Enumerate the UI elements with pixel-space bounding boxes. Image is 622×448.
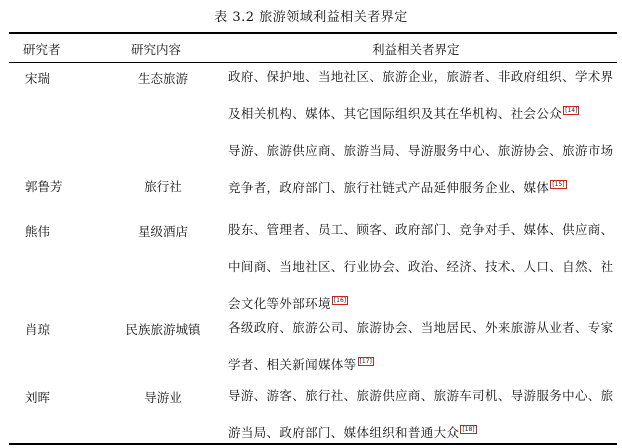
table-caption: 表 3.2 旅游领域利益相关者界定: [214, 10, 408, 25]
text-line: [228, 180, 608, 196]
text-line-content: 会文化等外部环境: [228, 295, 331, 311]
researcher-cell: 肖琼: [25, 322, 51, 337]
text-line-content: 游当局、政府部门、媒体组织和普通大众: [228, 424, 460, 440]
citation-marker[interactable]: [14]: [565, 106, 578, 114]
header-stakeholder-definition: 利益相关者界定: [372, 42, 460, 57]
stakeholder-cell: [228, 69, 614, 143]
research-content-cell: 生态旅游: [137, 71, 188, 86]
citation-marker[interactable]: [16]: [333, 296, 347, 304]
research-content-cell: 旅行社: [144, 179, 182, 194]
stakeholder-cell: [228, 320, 614, 394]
text-line: 政府、保护地、当地社区、旅游企业，旅游者、非政府组织、学术界: [228, 69, 614, 84]
table-top-rule: [9, 32, 617, 34]
header-researcher: 研究者: [23, 42, 61, 57]
researcher-cell: 熊伟: [25, 224, 51, 239]
text-line: [228, 357, 608, 373]
text-line: [228, 296, 608, 312]
text-line: 导游、旅游供应商、旅游当局、导游服务中心、旅游协会、旅游市场: [228, 143, 614, 158]
table-bottom-rule: [9, 443, 617, 445]
text-line: [228, 106, 608, 122]
text-line-content: 竞争者，政府部门、旅行社链式产品延伸服务企业、媒体: [228, 179, 550, 195]
researcher-cell: 刘晖: [25, 390, 51, 405]
research-content-cell: 导游业: [144, 390, 182, 405]
research-content-cell: 民族旅游城镇: [125, 322, 201, 337]
text-line-content: 及相关机构、媒体、其它国际组织及其在华机构、社会公众: [228, 105, 563, 121]
text-line: 中间商、当地社区、行业协会、政治、经济、技术、人口、自然、社: [228, 258, 614, 274]
text-line: 股东、管理者、员工、顾客、政府部门、竞争对手、媒体、供应商、: [228, 222, 614, 237]
text-line: 导游、游客、旅行社、旅游供应商、旅游车司机、导游服务中心、旅: [228, 388, 614, 403]
stakeholder-cell: [228, 388, 614, 441]
researcher-cell: 宋瑞: [25, 71, 51, 86]
text-line: [228, 425, 608, 441]
stakeholder-cell: [228, 222, 614, 332]
research-content-cell: 星级酒店: [137, 224, 188, 239]
table-header-rule: [9, 62, 617, 63]
header-research-content: 研究内容: [131, 42, 182, 57]
text-line: 各级政府、旅游公司、旅游协会、当地居民、外来旅游从业者、专家: [228, 320, 614, 335]
citation-marker[interactable]: [18]: [462, 425, 475, 433]
researcher-cell: 郭鲁芳: [25, 179, 63, 194]
text-line-content: 学者、相关新闻媒体等: [228, 356, 357, 372]
stakeholder-cell: [228, 143, 614, 217]
citation-marker[interactable]: [17]: [359, 357, 372, 365]
citation-marker[interactable]: [15]: [552, 180, 565, 188]
